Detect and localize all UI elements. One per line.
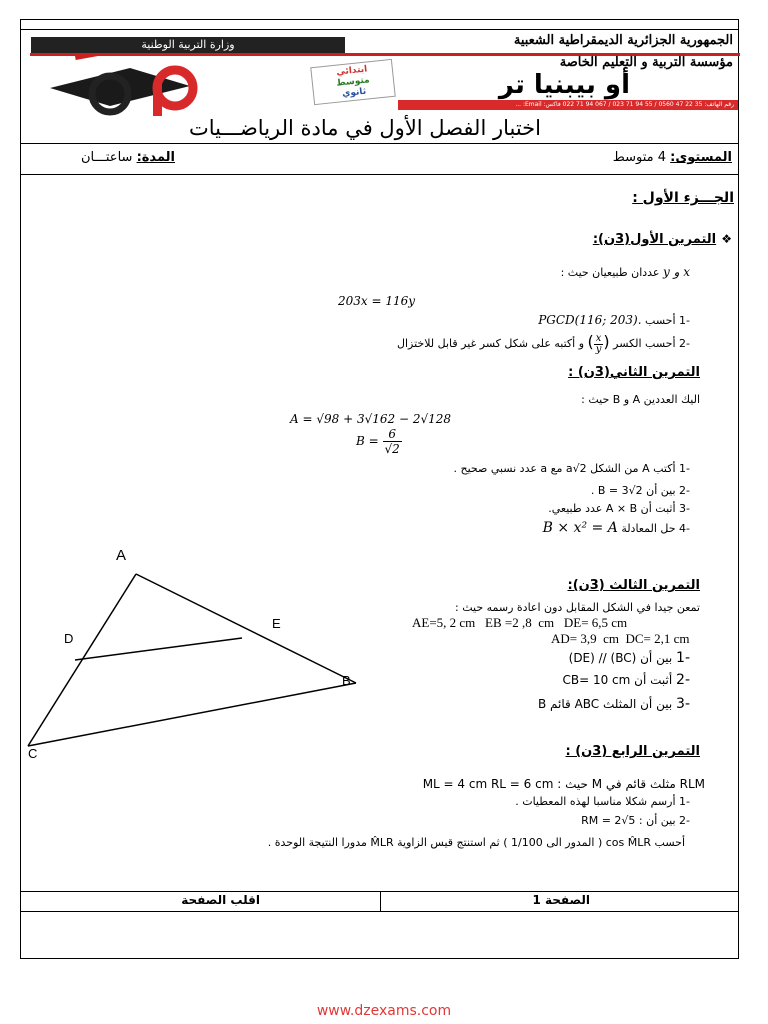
ex1-q2-fraction xyxy=(594,334,604,355)
ex2-eq-b xyxy=(356,427,436,456)
republic-heading: الجمهورية الجزائرية الديمقراطية الشعبية xyxy=(513,33,733,48)
meta-rule xyxy=(20,174,739,175)
ex2-q4-text: حل المعادلة xyxy=(621,522,676,535)
ex2-q2 xyxy=(480,484,690,497)
vertex-label-e: E xyxy=(272,616,281,631)
ex1-heading xyxy=(470,228,732,247)
ex4-q2 xyxy=(480,814,690,827)
watermark-link[interactable]: www.dzexams.com xyxy=(316,1003,452,1019)
ex1-intro-line xyxy=(420,265,690,279)
ex2-intro: اليك العددين A و B حيث : xyxy=(581,393,700,406)
ex4-title: التمرين الرابع (3ن) : xyxy=(565,744,700,759)
vertex-label-b: B xyxy=(342,673,351,688)
ex2-eq-b-lhs: B = xyxy=(356,434,379,448)
logo-red-stroke xyxy=(75,56,240,60)
ex2-eq-a: A = √98 + 3√162 − 2√128 xyxy=(290,412,452,426)
ex2-q3-number: -3 xyxy=(679,502,690,515)
ex1-q2-frac-den: y xyxy=(595,343,602,355)
school-logo xyxy=(40,56,240,116)
ex1-q1-label: أحسب xyxy=(645,314,676,327)
ex2-q2-text: بين أن B = 3√2 . xyxy=(590,484,676,497)
ex2-eq-b-den: √2 xyxy=(384,442,400,456)
ex2-q1-number: -1 xyxy=(679,462,690,475)
stamp-line-middle: متوسط xyxy=(335,75,371,89)
brand-name: أو بيبنيا تر xyxy=(498,70,630,100)
ex4-q1 xyxy=(480,795,690,808)
turn-page-label: اقلب الصفحة xyxy=(181,893,260,907)
segment-cb xyxy=(28,683,356,746)
ex2-q4 xyxy=(480,520,690,536)
ex2-q1 xyxy=(380,462,690,475)
ex1-q1-number: -1 xyxy=(679,314,690,327)
ex3-q2-text: أثبت أن CB= 10 cm xyxy=(562,673,673,687)
duration-field xyxy=(40,150,175,165)
ex3-q2 xyxy=(480,672,690,688)
ex3-q3 xyxy=(480,696,690,712)
vertex-label-c: C xyxy=(28,746,38,761)
ex1-title: التمرين الأول(3ن): xyxy=(592,232,717,247)
footer-divider xyxy=(380,891,381,912)
stamp-line-primary: ابتدائي xyxy=(335,64,368,78)
ex4-q2-number: -2 xyxy=(679,814,690,827)
ex1-q1 xyxy=(480,313,690,327)
level-field xyxy=(520,150,732,165)
ex1-intro: عددان طبيعيان حيث : xyxy=(560,266,660,279)
ministry-banner: وزارة التربية الوطنية xyxy=(31,37,345,53)
ex2-q4-number: -4 xyxy=(679,522,690,535)
exam-title: اختبار الفصل الأول في مادة الرياضـــيات xyxy=(189,116,541,140)
ex2-q2-number: -2 xyxy=(679,484,690,497)
ex4-q1-number: -1 xyxy=(679,795,690,808)
level-label: المستوى: xyxy=(670,150,732,165)
ex1-equation: 203x = 116y xyxy=(338,294,416,308)
ex3-q2-number: -2 xyxy=(676,672,690,688)
ex1-q2-number: -2 xyxy=(679,337,690,350)
ex2-eq-b-num: 6 xyxy=(383,427,402,442)
ex1-q2-frac-num: x xyxy=(594,334,604,345)
ex2-q3-text: أثبت أن A × B عدد طبيعي. xyxy=(548,502,676,515)
ex3-data-line-1: AE=5, 2 cm EB =2 ,8 cm DE= 6,5 cm xyxy=(412,615,628,630)
duration-value: ساعتـــان xyxy=(80,150,133,165)
duration-label: المدة: xyxy=(136,150,175,165)
ex2-q3 xyxy=(480,502,690,515)
ex1-q2 xyxy=(360,332,690,355)
triangle-figure xyxy=(20,540,360,770)
segment-de xyxy=(75,638,242,660)
stamp-line-secondary: ثانوي xyxy=(341,86,367,100)
logo-letter-p-stem xyxy=(153,84,162,116)
ex1-q2-label: أحسب الكسر xyxy=(613,337,676,350)
title-rule xyxy=(20,143,739,144)
vertex-label-a: A xyxy=(116,547,127,564)
ex3-intro: تمعن جيدا في الشكل المقابل دون اعادة رسمه حيث : xyxy=(455,601,700,614)
level-value: 4 متوسط xyxy=(612,150,666,165)
ex4-q2-text: بين أن : RM = 2√5 xyxy=(581,814,676,827)
ex2-q4-equation: B × x² = A xyxy=(542,520,618,536)
vertex-label-d: D xyxy=(64,631,74,646)
ex1-vars: x و y xyxy=(663,265,690,279)
ex3-q3-number: -3 xyxy=(676,696,690,712)
ex3-q3-text: بين أن المثلث ABC قائم B xyxy=(537,697,673,711)
ex3-title: التمرين الثالث (3ن): xyxy=(567,578,700,593)
ex2-eq-b-fraction xyxy=(383,427,402,456)
ex1-q2-paren-close: ) xyxy=(587,332,594,351)
part-heading: الجـــزء الأول : xyxy=(632,190,734,206)
ex4-q1-text: أرسم شكلا مناسبا لهذه المعطيات . xyxy=(515,795,676,808)
ex3-q1-number: -1 xyxy=(676,650,690,666)
segment-ac xyxy=(28,574,136,746)
ex3-q1-text: بين أن (BC) // (DE) xyxy=(568,651,673,665)
foundation-name: مؤسسة التربية و التعليم الخاصة xyxy=(559,55,733,70)
ex4-q3: أحسب cos M̂LR ( المدور الى 1/100 ) ثم استنتج قيس الزاوية M̂LR مدورا النتيجة الوحدة . xyxy=(267,836,685,849)
segment-ab xyxy=(136,574,356,683)
ex3-q1 xyxy=(480,650,690,666)
ex1-bullet-icon: ❖ xyxy=(721,232,732,246)
ex1-q1-expr: PGCD(116; 203). xyxy=(538,313,642,327)
ex2-q1-text: أكتب A من الشكل a√2 مع a عدد نسبي صحيح . xyxy=(453,462,676,475)
contact-bar: رقم الهاتف: 35 22 47 0560 / 55 94 71 023 / 067 94 71 022 فاكس: Email: ... xyxy=(398,100,738,110)
page-number: الصفحة 1 xyxy=(532,893,590,907)
ex1-q2-rest: و أكتبه على شكل كسر غير قابل للاختزال xyxy=(396,337,585,350)
ex2-title: التمرين الثاني(3ن) : xyxy=(568,365,700,380)
header-top-rule xyxy=(20,29,739,30)
ex1-q2-paren-open: ( xyxy=(603,332,610,351)
ex4-intro: RLM مثلث قائم في M حيث : ML = 4 cm RL = 6 cm xyxy=(422,777,705,791)
ex3-data-line-2: AD= 3,9 cm DC= 2,1 cm xyxy=(551,631,690,646)
